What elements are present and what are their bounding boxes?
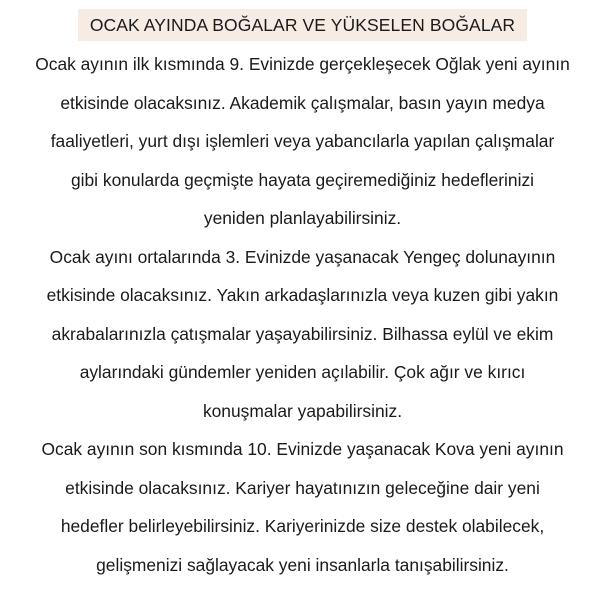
title-wrap xyxy=(0,9,605,41)
paragraph-2 xyxy=(0,238,605,431)
paragraph-line: Ocak ayını ortalarında 3. Evinizde yaşanacak Yengeç dolunayının xyxy=(49,246,556,267)
paragraph-line: Ocak ayının son kısmında 10. Evinizde yaşanacak Kova yeni ayının xyxy=(41,439,564,459)
paragraph-line: etkisinde olacaksınız. Yakın arkadaşlarınızla veya kuzen gibi yakın xyxy=(46,285,559,305)
paragraph-line: konuşmalar yapabilirsiniz. xyxy=(202,400,403,421)
article-title: OCAK AYINDA BOĞALAR VE YÜKSELEN BOĞALAR xyxy=(78,9,527,41)
paragraph-1 xyxy=(0,45,605,238)
paragraph-line: akrabalarınızla çatışmalar yaşayabilirsiniz. Bilhassa eylül ve ekim xyxy=(51,323,554,344)
paragraph-line: aylarındaki gündemler yeniden açılabilir. Çok ağır ve kırıcı xyxy=(79,362,526,382)
paragraph-line: yeniden planlayabilirsiniz. xyxy=(203,208,402,228)
paragraph-line: Ocak ayının ilk kısmında 9. Evinizde gerçekleşecek Oğlak yeni ayının xyxy=(35,54,570,74)
paragraph-line: faaliyetleri, yurt dışı işlemleri veya yabancılarla yapılan çalışmalar xyxy=(50,131,555,151)
paragraph-line: gelişmenizi sağlayacak yeni insanlarla tanışabilirsiniz. xyxy=(96,554,509,575)
paragraph-line: etkisinde olacaksınız. Akademik çalışmalar, basın yayın medya xyxy=(60,92,545,113)
paragraph-line: gibi konularda geçmişte hayata geçiremediğiniz hedeflerinizi xyxy=(70,169,535,190)
paragraph-line: etkisinde olacaksınız. Kariyer hayatınızın geleceğine dair yeni xyxy=(65,477,540,498)
paragraph-3 xyxy=(0,430,605,584)
paragraph-line: hedefler belirleyebilirsiniz. Kariyerinizde size destek olabilecek, xyxy=(60,516,545,536)
